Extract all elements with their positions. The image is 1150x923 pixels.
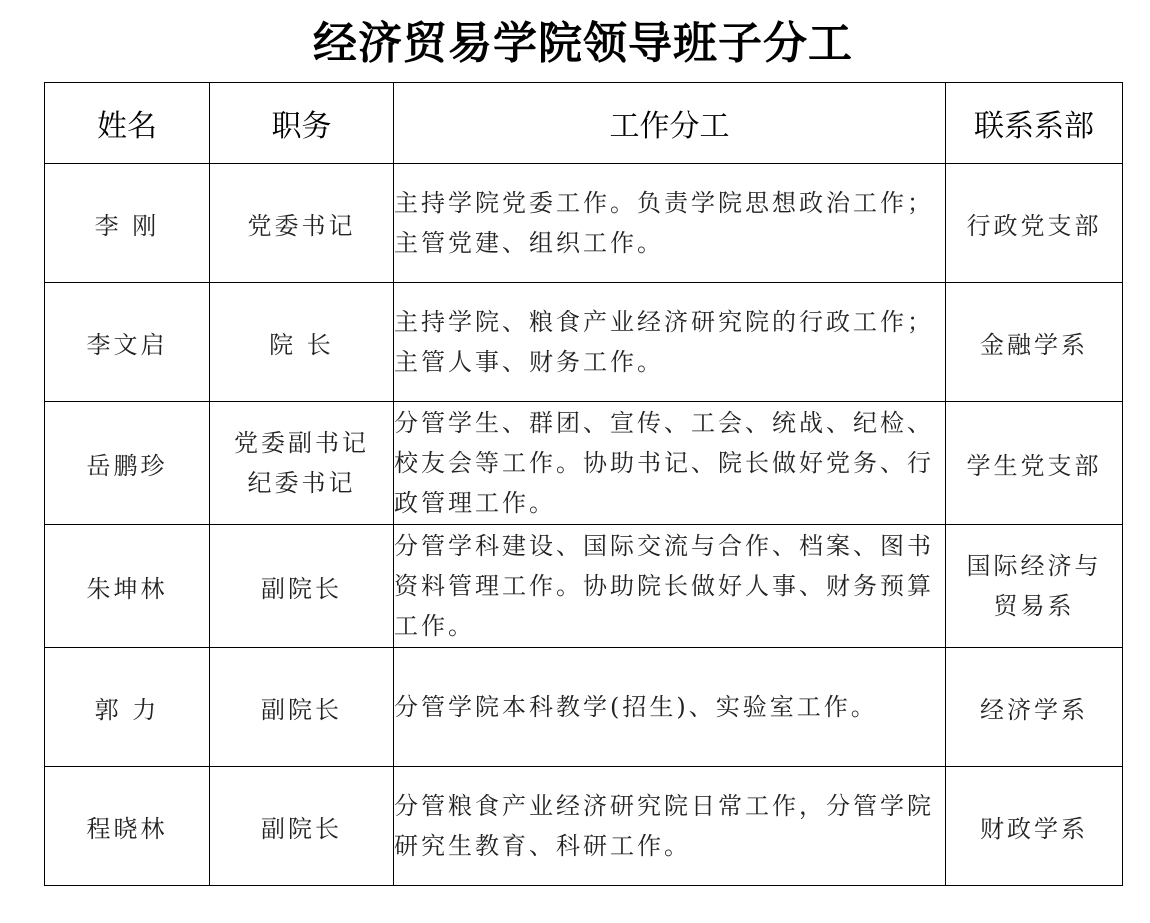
cell-name: 郭 力	[45, 648, 210, 767]
cell-name: 岳鹏珍	[45, 402, 210, 525]
department-line: 贸易系	[993, 592, 1075, 620]
table-row	[45, 648, 1123, 767]
cell-name: 李 刚	[45, 164, 210, 283]
cell-duties: 分管学科建设、国际交流与合作、档案、图书资料管理工作。协助院长做好人事、财务预算工作。	[394, 525, 946, 648]
header-duties: 工作分工	[394, 83, 946, 164]
cell-duties: 分管学生、群团、宣传、工会、统战、纪检、校友会等工作。协助书记、院长做好党务、行政管理工作。	[394, 402, 946, 525]
table-header-row	[45, 83, 1123, 164]
cell-department: 经济学系	[946, 648, 1123, 767]
header-position: 职务	[210, 83, 394, 164]
cell-position: 副院长	[210, 767, 394, 886]
cell-department: 行政党支部	[946, 164, 1123, 283]
table-row	[45, 283, 1123, 402]
cell-duties: 主持学院党委工作。负责学院思想政治工作；主管党建、组织工作。	[394, 164, 946, 283]
cell-name: 程晓林	[45, 767, 210, 886]
table-row	[45, 525, 1123, 648]
cell-duties: 分管粮食产业经济研究院日常工作，分管学院研究生教育、科研工作。	[394, 767, 946, 886]
cell-name: 李文启	[45, 283, 210, 402]
cell-position	[210, 402, 394, 525]
cell-department: 金融学系	[946, 283, 1123, 402]
table-row	[45, 767, 1123, 886]
cell-position: 院 长	[210, 283, 394, 402]
header-department: 联系系部	[946, 83, 1123, 164]
position-line: 党委副书记	[234, 429, 369, 457]
cell-position: 副院长	[210, 525, 394, 648]
table-row	[45, 402, 1123, 525]
cell-name: 朱坤林	[45, 525, 210, 648]
page-title: 经济贸易学院领导班子分工	[313, 18, 853, 69]
cell-position: 副院长	[210, 648, 394, 767]
cell-department	[946, 525, 1123, 648]
cell-duties: 分管学院本科教学(招生)、实验室工作。	[394, 648, 946, 767]
cell-department: 学生党支部	[946, 402, 1123, 525]
cell-duties: 主持学院、粮食产业经济研究院的行政工作；主管人事、财务工作。	[394, 283, 946, 402]
cell-department: 财政学系	[946, 767, 1123, 886]
department-line: 国际经济与	[966, 552, 1102, 580]
header-name: 姓名	[45, 83, 210, 164]
table-row	[45, 164, 1123, 283]
position-line: 纪委书记	[247, 469, 356, 497]
leadership-division-table	[44, 82, 1123, 886]
cell-position: 党委书记	[210, 164, 394, 283]
